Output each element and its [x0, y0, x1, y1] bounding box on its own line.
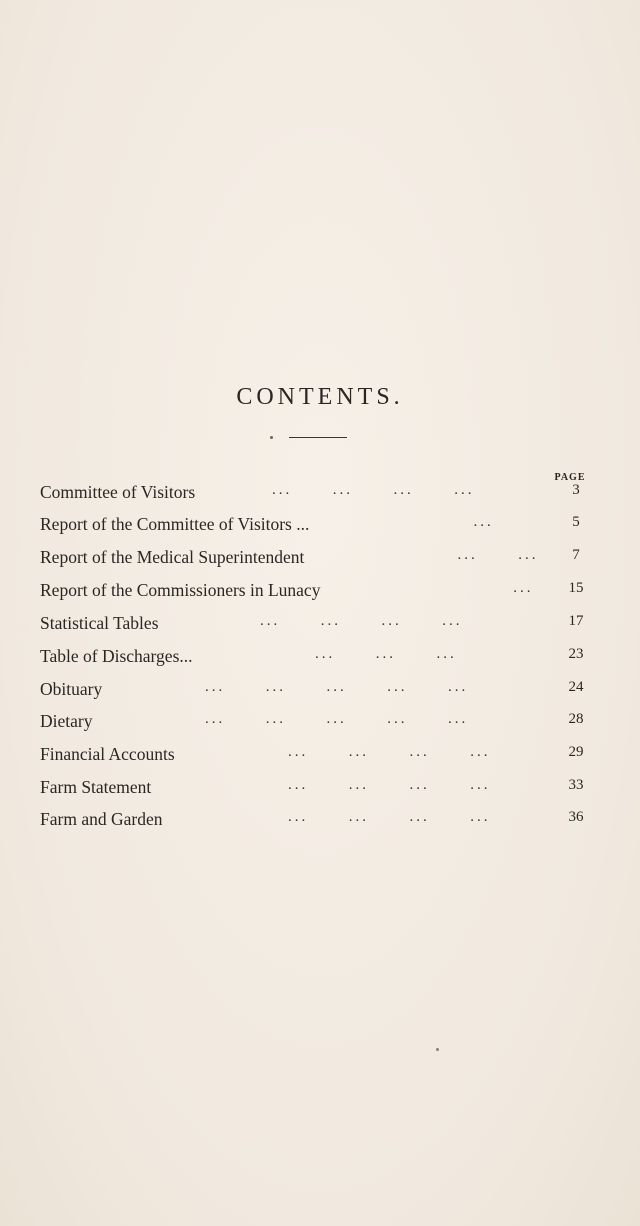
- toc-row[interactable]: [0, 580, 640, 612]
- toc-entry-title: Committee of Visitors: [40, 482, 196, 502]
- toc-row[interactable]: [0, 777, 640, 809]
- toc-row[interactable]: [0, 646, 640, 678]
- toc-page-number: 17: [568, 613, 584, 629]
- toc-page-number: 7: [572, 547, 580, 563]
- toc-entry-title: Obituary: [40, 679, 103, 699]
- ink-speck: [270, 436, 273, 439]
- toc-entry-title: Farm Statement: [40, 777, 152, 797]
- ink-speck: [436, 1048, 439, 1051]
- toc-entry-title: Report of the Medical Superintendent: [40, 547, 305, 567]
- toc-row[interactable]: [0, 711, 640, 743]
- toc-page-number: 15: [568, 580, 584, 596]
- toc-entry-title: Table of Discharges...: [40, 646, 193, 666]
- toc-leaders: ... ... ... ...: [288, 744, 491, 760]
- toc-entry-title: Financial Accounts: [40, 744, 175, 764]
- contents-heading: CONTENTS.: [236, 384, 404, 410]
- toc-page-number: 29: [568, 744, 584, 760]
- toc-row[interactable]: [0, 547, 640, 579]
- toc-page-number: 23: [568, 646, 584, 662]
- toc-leaders: ... ...: [390, 547, 539, 563]
- toc-entry-title: Report of the Committee of Visitors ...: [40, 514, 310, 534]
- toc-leaders: ... ... ... ...: [288, 777, 491, 793]
- toc-leaders: ... ... ... ... ...: [205, 679, 469, 695]
- toc-page-number: 5: [572, 514, 580, 530]
- toc-row[interactable]: [0, 744, 640, 776]
- toc-row[interactable]: [0, 514, 640, 546]
- toc-leaders: ... ... ... ...: [288, 809, 491, 825]
- toc-entry-title: Statistical Tables: [40, 613, 159, 633]
- toc-page-number: 33: [568, 777, 584, 793]
- toc-page-number: 28: [568, 711, 584, 727]
- page-column-label: PAGE: [554, 472, 586, 483]
- toc-leaders: ... ... ...: [315, 646, 457, 662]
- toc-row[interactable]: [0, 482, 640, 514]
- heading-rule: [289, 437, 347, 438]
- toc-leaders: ... ... ... ...: [260, 613, 463, 629]
- toc-row[interactable]: [0, 679, 640, 711]
- toc-page-number: 36: [568, 809, 584, 825]
- toc-page-number: 24: [568, 679, 584, 695]
- toc-entry-title: Report of the Commissioners in Lunacy: [40, 580, 321, 600]
- toc-row[interactable]: [0, 809, 640, 841]
- toc-row[interactable]: [0, 613, 640, 645]
- toc-page-number: 3: [572, 482, 580, 498]
- toc-entry-title: Farm and Garden: [40, 809, 163, 829]
- toc-leaders: ...: [406, 514, 494, 530]
- toc-entry-title: Dietary: [40, 711, 93, 731]
- toc-leaders: ... ... ... ... ...: [205, 711, 469, 727]
- toc-leaders: ...: [412, 580, 534, 596]
- toc-leaders: ... ... ... ...: [272, 482, 475, 498]
